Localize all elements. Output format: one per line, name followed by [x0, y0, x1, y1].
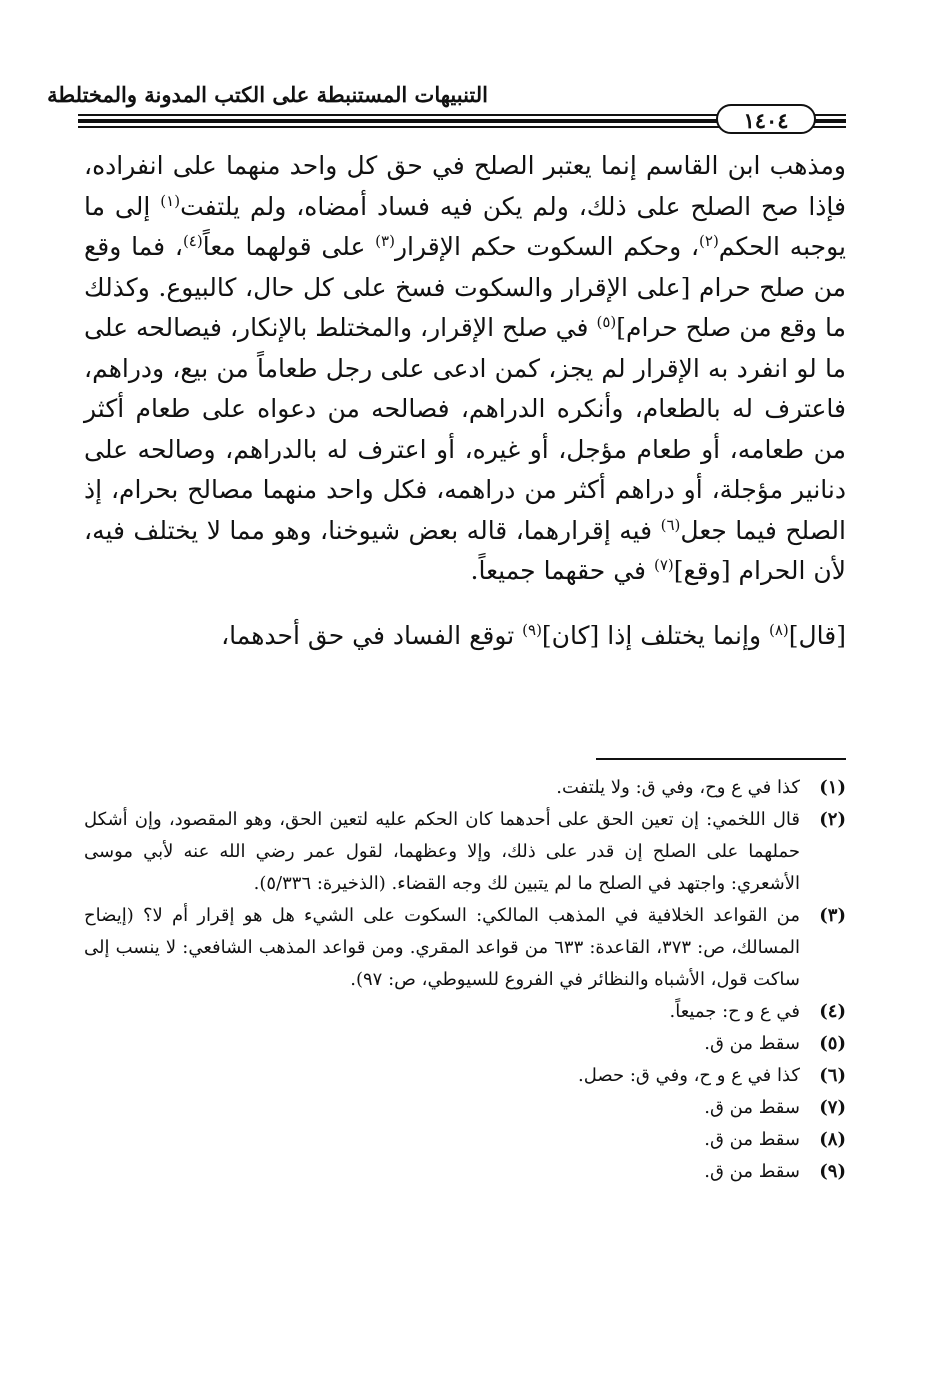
- body-text-segment: في حقهما جميعاً.: [470, 556, 654, 585]
- body-paragraph-1: [84, 146, 846, 592]
- body-text-segment: وإنما يختلف إذا [كان]: [541, 620, 769, 650]
- footnote-6: [84, 1060, 846, 1092]
- footnote-number: (٤): [819, 1001, 846, 1022]
- footnote-marker-9[interactable]: (٩): [522, 620, 542, 639]
- body-text-segment: في صلح الإقرار، والمختلط بالإنكار، فيصالحه على ما لو انفرد به الإقرار لم يجز، كمن ادعى على رجل طعاماً من بيع، ودراهم، فاعترف له بالطعام، وأنكره الدراهم، فصالحه من دعواه على طعام أكثر من طعامه، أو طعام مؤجل، أو غيره، أو اعترف له بالدراهم، وصالحه على دنانير مؤجلة، أو دراهم أكثر من دراهمه، فكل واحد منهما مصالح بحرام، إذ الصلح فيما جعل: [84, 313, 846, 545]
- body-text-segment: [قال]: [788, 620, 846, 650]
- footnote-8: [84, 1124, 846, 1156]
- footnote-1: [84, 772, 846, 804]
- footnote-text: سقط من ق.: [704, 1097, 800, 1118]
- footnote-4: [84, 996, 846, 1028]
- page-number: ١٤٠٤: [716, 104, 816, 134]
- footnote-text: في ع و ح: جميعاً.: [669, 1001, 800, 1022]
- body-text-segment: على قولهما معاً: [202, 232, 376, 261]
- footnote-number: (٧): [819, 1097, 846, 1118]
- footnote-number: (٢): [819, 809, 846, 830]
- footnote-7: [84, 1092, 846, 1124]
- footnote-number: (٣): [819, 905, 846, 926]
- running-title: التنبيهات المستنبطة على الكتب المدونة والمختلطة: [47, 82, 488, 107]
- footnote-text: من القواعد الخلافية في المذهب المالكي: السكوت على الشيء هل هو إقرار أم لا؟ (إيضاح المسالك، ص: ٣٧٣، القاعدة: ٦٣٣ من قواعد المقري. ومن قواعد المذهب الشافعي: لا ينسب إلى ساكت قول، الأشباه والنظائر في الفروع للسيوطي، ص: ٩٧).: [84, 905, 801, 990]
- footnote-number: (٦): [819, 1065, 846, 1086]
- footnote-5: [84, 1028, 846, 1060]
- footnote-text: سقط من ق.: [704, 1033, 800, 1054]
- footnote-3: [84, 900, 846, 996]
- body-text-segment: إلى ما يوجبه الحكم: [84, 191, 846, 261]
- footnote-marker-5[interactable]: (٥): [596, 313, 617, 331]
- footnote-number: (١): [819, 777, 846, 798]
- body-text-segment: ، فما وقع من صلح حرام [على الإقرار والسكوت فسخ على كل حال، كالبيوع. وكذلك ما وقع من صلح حرام]: [84, 232, 846, 342]
- footnote-separator: [596, 758, 846, 760]
- body-paragraph-2: [84, 616, 846, 657]
- body-text-segment: ومذهب ابن القاسم إنما يعتبر الصلح في حق كل واحد منهما على انفراده، فإذا صح الصلح على ذلك، ولم يكن فيه فساد أمضاه، ولم يلتفت: [84, 151, 846, 221]
- footnote-9: [84, 1156, 846, 1188]
- body-text-segment: توقع الفساد في حق أحدهما،: [221, 620, 523, 650]
- body-text-segment: ، وحكم السكوت حكم الإقرار: [394, 232, 700, 261]
- footnote-marker-4[interactable]: (٤): [182, 232, 203, 250]
- footnote-marker-8[interactable]: (٨): [768, 620, 789, 639]
- footnote-text: كذا في ع وح، وفي ق: ولا يلتفت.: [556, 777, 800, 798]
- footnotes: [84, 772, 846, 1188]
- footnote-text: قال اللخمي: إن تعين الحق على أحدهما كان الحكم عليه لتعين الحق، وهو المقصود، وإن أشكل حملهما على الصلح إن قدر على ذلك، وإلا وعظهما، لقول عمر رضي الله عنه لأبي موسى الأشعري: واجتهد في الصلح ما لم يتبين لك وجه القضاء. (الذخيرة: ٥/٣٣٦).: [84, 809, 800, 894]
- main-text: [84, 146, 846, 656]
- footnote-number: (٨): [819, 1129, 846, 1150]
- footnote-text: سقط من ق.: [704, 1161, 800, 1182]
- footnote-marker-2[interactable]: (٢): [699, 232, 719, 250]
- footnote-marker-3[interactable]: (٣): [375, 232, 395, 250]
- footnote-text: سقط من ق.: [704, 1129, 800, 1150]
- footnote-2: [84, 804, 846, 900]
- footnote-text: كذا في ع و ح، وفي ق: حصل.: [578, 1065, 800, 1086]
- footnote-marker-7[interactable]: (٧): [653, 556, 674, 574]
- footnote-marker-6[interactable]: (٦): [660, 515, 681, 534]
- footnote-number: (٥): [819, 1033, 846, 1054]
- footnote-number: (٩): [819, 1161, 846, 1182]
- footnote-marker-1[interactable]: (١): [160, 191, 181, 210]
- body-text-segment: فيه إقرارهما، قاله بعض شيوخنا، وهو مما لا يختلف فيه، لأن الحرام [وقع]: [84, 515, 846, 585]
